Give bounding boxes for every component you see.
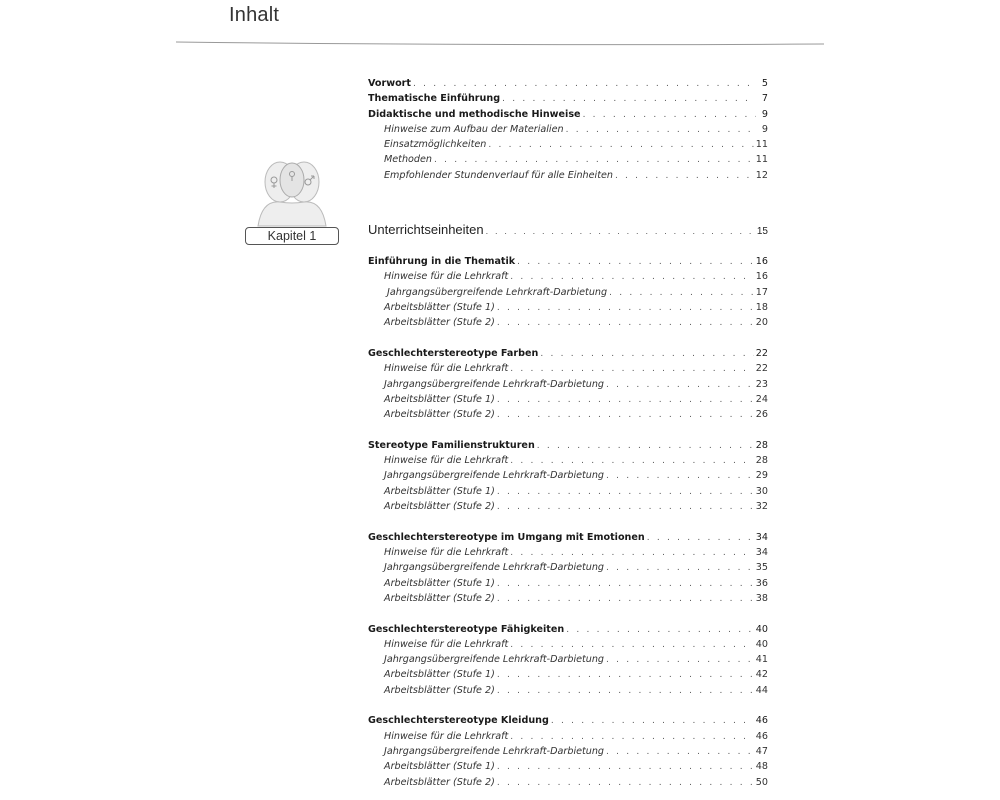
toc-subentry[interactable]: [368, 729, 768, 744]
toc-subentry[interactable]: [368, 744, 768, 759]
toc-entry-label: Hinweise für die Lehrkraft: [384, 730, 509, 742]
toc-subentry[interactable]: [368, 168, 768, 183]
toc-entry-label: Hinweise für die Lehrkraft: [384, 547, 509, 558]
dot-leader: [609, 286, 754, 300]
unit-block: [368, 530, 768, 606]
toc-page-number: 12: [755, 169, 768, 181]
dot-leader: [497, 776, 754, 790]
toc-page-number: 42: [755, 669, 768, 681]
toc-entry-label: Stereotype Familienstrukturen: [368, 439, 535, 451]
toc-subentry[interactable]: [368, 269, 768, 284]
dot-leader: [606, 378, 754, 392]
toc-entry-label: Geschlechterstereotype Fähigkeiten: [368, 623, 565, 635]
dot-leader: [540, 347, 753, 361]
toc-subentry[interactable]: [368, 407, 768, 422]
dot-leader: [497, 393, 754, 407]
toc-unit-title[interactable]: [368, 530, 768, 545]
toc-subentry[interactable]: [368, 591, 768, 606]
toc-page-number: 41: [755, 654, 768, 666]
dot-leader: [434, 153, 754, 167]
toc-page-number: 50: [755, 776, 768, 788]
toc-subentry[interactable]: [368, 377, 768, 392]
toc-subentry[interactable]: [368, 560, 768, 575]
toc-page-number: 28: [755, 439, 768, 451]
toc-entry-label: Arbeitsblätter (Stufe 1): [384, 485, 495, 497]
toc-page-number: 29: [755, 470, 768, 482]
toc-subentry[interactable]: [368, 152, 768, 167]
toc-subentry[interactable]: [368, 545, 768, 560]
toc-entry-label: Arbeitsblätter (Stufe 2): [384, 501, 495, 513]
toc-subentry[interactable]: [368, 122, 768, 137]
toc-page-number: 9: [761, 108, 768, 120]
toc-entry-label: Hinweise für die Lehrkraft: [384, 271, 509, 283]
toc-unit-title[interactable]: [368, 438, 768, 453]
toc-page-number: 15: [756, 226, 768, 238]
unit-block: [368, 438, 768, 514]
toc-page-number: 28: [755, 455, 768, 467]
dot-leader: [606, 745, 754, 759]
toc-entry-label: Jahrgangsübergreifende Lehrkraft-Darbietung: [384, 562, 605, 574]
dot-leader: [497, 684, 754, 698]
dot-leader: [502, 92, 756, 106]
toc-page-number: 16: [755, 256, 768, 268]
toc-entry[interactable]: [368, 91, 768, 106]
toc-page-number: 23: [755, 378, 768, 390]
toc-subentry[interactable]: [368, 499, 768, 514]
dot-leader: [510, 638, 754, 652]
toc-page-number: 34: [755, 531, 768, 543]
toc-entry-label: Hinweise für die Lehrkraft: [384, 363, 509, 375]
toc-page-number: 16: [755, 271, 768, 283]
dot-leader: [413, 77, 756, 91]
unit-block: [368, 713, 768, 789]
toc-entry-label: Hinweise zum Aufbau der Materialien: [384, 123, 564, 135]
toc-entry-label: Jahrgangsübergreifende Lehrkraft-Darbietung: [384, 746, 605, 758]
toc-entry-label: Jahrgangsübergreifende Lehrkraft-Darbietung: [384, 654, 605, 666]
title-divider: [176, 36, 824, 48]
toc-page-number: 38: [755, 592, 768, 604]
unit-block: [368, 346, 768, 422]
dot-leader: [606, 561, 754, 575]
toc-subentry[interactable]: [368, 392, 768, 407]
dot-leader: [497, 577, 754, 591]
toc-page-number: 44: [755, 684, 768, 696]
toc-entry-label: Arbeitsblätter (Stufe 1): [384, 761, 495, 773]
toc-page-number: 40: [755, 638, 768, 650]
dot-leader: [615, 169, 754, 183]
dot-leader: [647, 531, 754, 545]
toc-page-number: 47: [755, 746, 768, 758]
dot-leader: [497, 500, 754, 514]
dot-leader: [497, 592, 754, 606]
toc-entry-label: Arbeitsblätter (Stufe 2): [384, 317, 495, 329]
toc-subentry[interactable]: [368, 285, 768, 300]
chapter-badge: Kapitel 1: [245, 227, 339, 245]
toc-subentry[interactable]: [368, 484, 768, 499]
toc-page-number: 34: [755, 547, 768, 558]
toc-entry-label: Jahrgangsübergreifende Lehrkraft-Darbietung: [384, 286, 608, 298]
toc-subentry[interactable]: [368, 453, 768, 468]
toc-page-number: 18: [755, 301, 768, 313]
toc-entry-label: Didaktische und methodische Hinweise: [368, 108, 581, 120]
dot-leader: [566, 623, 754, 637]
dot-leader: [606, 653, 754, 667]
toc-page-number: 26: [755, 409, 768, 421]
dot-leader: [537, 439, 754, 453]
toc-unit-title[interactable]: [368, 622, 768, 637]
toc-subentry[interactable]: [368, 468, 768, 483]
dot-leader: [551, 714, 754, 728]
toc-subentry[interactable]: [368, 315, 768, 330]
toc-entry[interactable]: [368, 76, 768, 91]
toc-entry-label: Geschlechterstereotype Kleidung: [368, 715, 549, 727]
toc-page-number: 24: [755, 393, 768, 405]
dot-leader: [497, 485, 754, 499]
dot-leader: [606, 469, 754, 483]
toc-subentry[interactable]: [368, 759, 768, 774]
toc-subentry[interactable]: [368, 775, 768, 790]
toc-entry-label: Empfohlender Stundenverlauf für alle Einheiten: [384, 169, 613, 181]
toc-subentry[interactable]: [368, 652, 768, 667]
toc-entry-label: Arbeitsblätter (Stufe 1): [384, 669, 495, 681]
dot-leader: [510, 730, 754, 744]
toc-entry-label: Arbeitsblätter (Stufe 2): [384, 684, 495, 696]
toc-entry-label: Geschlechterstereotype im Umgang mit Emotionen: [368, 531, 645, 543]
toc-page-number: 36: [755, 577, 768, 589]
toc-entry-label: Methoden: [384, 154, 432, 166]
toc-entry-label: Thematische Einführung: [368, 93, 501, 105]
toc-entry-label: Arbeitsblätter (Stufe 1): [384, 301, 495, 313]
toc-entry-label: Arbeitsblätter (Stufe 2): [384, 592, 495, 604]
dot-leader: [510, 270, 754, 284]
toc-page-number: 17: [755, 286, 768, 298]
dot-leader: [497, 301, 754, 315]
toc-subentry[interactable]: [368, 667, 768, 682]
dot-leader: [497, 316, 754, 330]
toc-entry-label: Hinweise für die Lehrkraft: [384, 455, 509, 467]
dot-leader: [497, 668, 754, 682]
toc-page-number: 46: [755, 715, 768, 727]
toc-entry-label: Jahrgangsübergreifende Lehrkraft-Darbietung: [384, 470, 605, 482]
toc-section-heading[interactable]: [368, 221, 768, 239]
unit-block: [368, 622, 768, 698]
unit-block: [368, 254, 768, 330]
page-title: Inhalt: [229, 4, 280, 26]
toc-page-number: 40: [755, 623, 768, 635]
dot-leader: [497, 408, 754, 422]
toc-subentry[interactable]: [368, 637, 768, 652]
section-label: Unterrichtseinheiten: [368, 222, 484, 238]
table-of-contents: [368, 76, 768, 790]
dot-leader: [510, 546, 754, 560]
toc-subentry[interactable]: [368, 137, 768, 152]
toc-unit-title[interactable]: [368, 713, 768, 728]
toc-entry-label: Arbeitsblätter (Stufe 1): [384, 577, 495, 589]
toc-page-number: 11: [755, 139, 768, 151]
toc-page-number: 20: [755, 317, 768, 329]
toc-entry-label: Einführung in die Thematik: [368, 256, 516, 268]
toc-entry[interactable]: [368, 107, 768, 122]
toc-entry-label: Arbeitsblätter (Stufe 1): [384, 393, 495, 405]
dot-leader: [517, 255, 754, 269]
dot-leader: [566, 123, 756, 137]
toc-subentry[interactable]: [368, 576, 768, 591]
toc-unit-title[interactable]: [368, 346, 768, 361]
toc-entry-label: Hinweise für die Lehrkraft: [384, 638, 509, 650]
toc-page-number: 48: [755, 761, 768, 773]
front-matter-list: [368, 76, 768, 183]
toc-subentry[interactable]: [368, 683, 768, 698]
dot-leader: [510, 454, 754, 468]
toc-page-number: 32: [755, 501, 768, 513]
toc-page-number: 5: [761, 78, 768, 89]
dot-leader: [488, 138, 753, 152]
gender-heads-illustration: [256, 158, 328, 230]
toc-subentry[interactable]: [368, 300, 768, 315]
dot-leader: [486, 222, 755, 239]
toc-entry-label: Arbeitsblätter (Stufe 2): [384, 409, 495, 421]
toc-entry-label: Vorwort: [368, 78, 411, 89]
toc-subentry[interactable]: [368, 361, 768, 376]
toc-page-number: 22: [755, 347, 768, 359]
toc-entry-label: Geschlechterstereotype Farben: [368, 347, 539, 359]
toc-entry-label: Einsatzmöglichkeiten: [384, 139, 487, 151]
toc-page-number: 11: [755, 154, 768, 166]
toc-page-number: 7: [761, 93, 768, 105]
dot-leader: [510, 362, 754, 376]
toc-page-number: 9: [761, 123, 768, 135]
toc-page-number: 22: [755, 363, 768, 375]
dot-leader: [497, 760, 754, 774]
toc-page-number: 30: [755, 485, 768, 497]
toc-entry-label: Arbeitsblätter (Stufe 2): [384, 776, 495, 788]
toc-page-number: 35: [755, 562, 768, 574]
toc-page-number: 46: [755, 730, 768, 742]
dot-leader: [583, 108, 756, 122]
toc-unit-title[interactable]: [368, 254, 768, 269]
toc-entry-label: Jahrgangsübergreifende Lehrkraft-Darbietung: [384, 378, 605, 390]
